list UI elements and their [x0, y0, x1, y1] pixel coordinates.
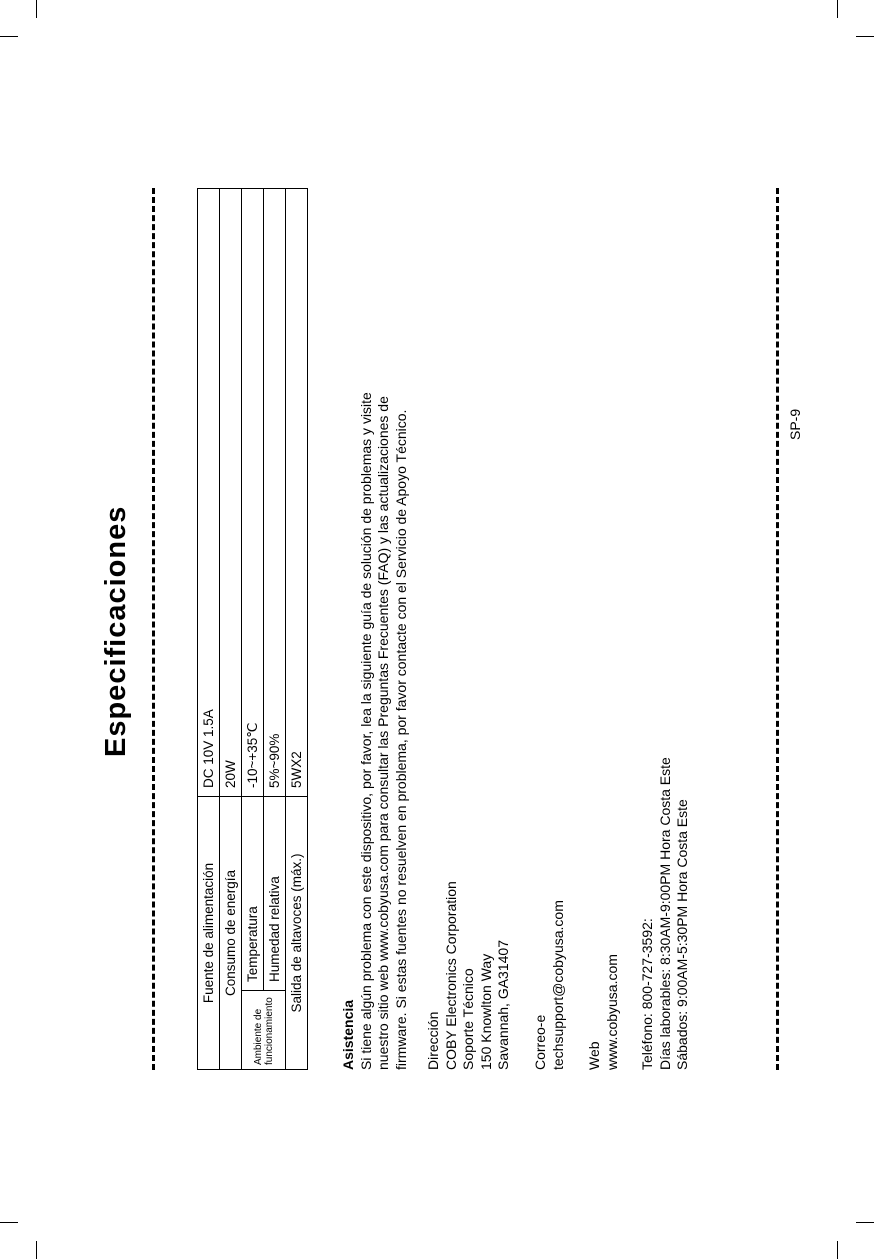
address-company: COBY Electronics Corporation — [442, 881, 459, 1070]
address-city: Savannah, GA31407 — [495, 940, 511, 1070]
table-row — [264, 189, 286, 1070]
phone-weekdays: Días laborables: 8:30AM-9:00PM Hora Costa Este — [656, 757, 673, 1070]
crop-mark — [856, 36, 874, 37]
address-label: Dirección — [425, 1011, 441, 1070]
phone-block — [639, 757, 692, 1070]
page-number: SP-9 — [787, 408, 803, 440]
crop-mark — [837, 1241, 838, 1259]
temp-value: -10~+35℃ — [242, 189, 264, 797]
assistance-text-line: nuestro sitio web www.cobyusa.com para consultar las Preguntas Frecuentes (FAQ) y las actualizaciones de — [375, 396, 391, 1070]
crop-mark — [856, 1222, 874, 1223]
assistance-text-line: Si tiene algún problema con este dispositivo, por favor, lea la siguiente guía de solución de problemas y visite — [357, 392, 374, 1070]
temp-label: Temperatura — [242, 797, 264, 991]
speaker-label: Salida de altavoces (máx.) — [286, 797, 308, 1070]
phone-label: Teléfono: 800-727-3592: — [639, 918, 655, 1070]
consumption-value: 20W — [220, 189, 242, 797]
humidity-label: Humedad relativa — [264, 797, 286, 991]
crop-mark — [0, 1222, 18, 1223]
phone-saturdays: Sábados: 9:00AM-5:30PM Hora Costa Este — [674, 799, 690, 1070]
page-title: Especificaciones — [100, 505, 132, 757]
table-row — [286, 189, 308, 1070]
web-block — [586, 954, 621, 1070]
email-link[interactable]: techsupport@cobyusa.com — [549, 900, 566, 1070]
humidity-value: 5%~90% — [264, 189, 286, 797]
table-row — [220, 189, 242, 1070]
email-label: Correo-e — [532, 1014, 548, 1070]
address-street: 150 Knowlton Way — [477, 953, 494, 1070]
power-label: Fuente de alimentación — [198, 797, 220, 1070]
email-block — [532, 900, 567, 1070]
web-link[interactable]: www.cobyusa.com — [603, 954, 620, 1070]
crop-mark — [0, 36, 18, 37]
table-row — [198, 189, 220, 1070]
crop-mark — [837, 0, 838, 18]
address-dept: Soporte Técnico — [460, 968, 476, 1070]
speaker-value: 5WX2 — [286, 189, 308, 797]
assistance-heading: Asistencia — [340, 999, 356, 1070]
address-block — [425, 881, 513, 1070]
web-label: Web — [586, 1041, 602, 1070]
crop-mark — [36, 1241, 37, 1259]
power-value: DC 10V 1.5A — [198, 189, 220, 797]
assistance-text-line: firmware. Si estas fuentes no resuelven en problema, por favor contacte con el Servicio de Apoyo Técnico. — [392, 409, 409, 1070]
rotated-page — [100, 188, 803, 1070]
crop-mark — [36, 0, 37, 18]
env-label: Ambiente de funcionamiento — [242, 991, 286, 1070]
consumption-label: Consumo de energía — [220, 797, 242, 1070]
assistance-section — [340, 188, 410, 1070]
table-row — [242, 189, 264, 1070]
spec-table — [197, 188, 308, 1070]
